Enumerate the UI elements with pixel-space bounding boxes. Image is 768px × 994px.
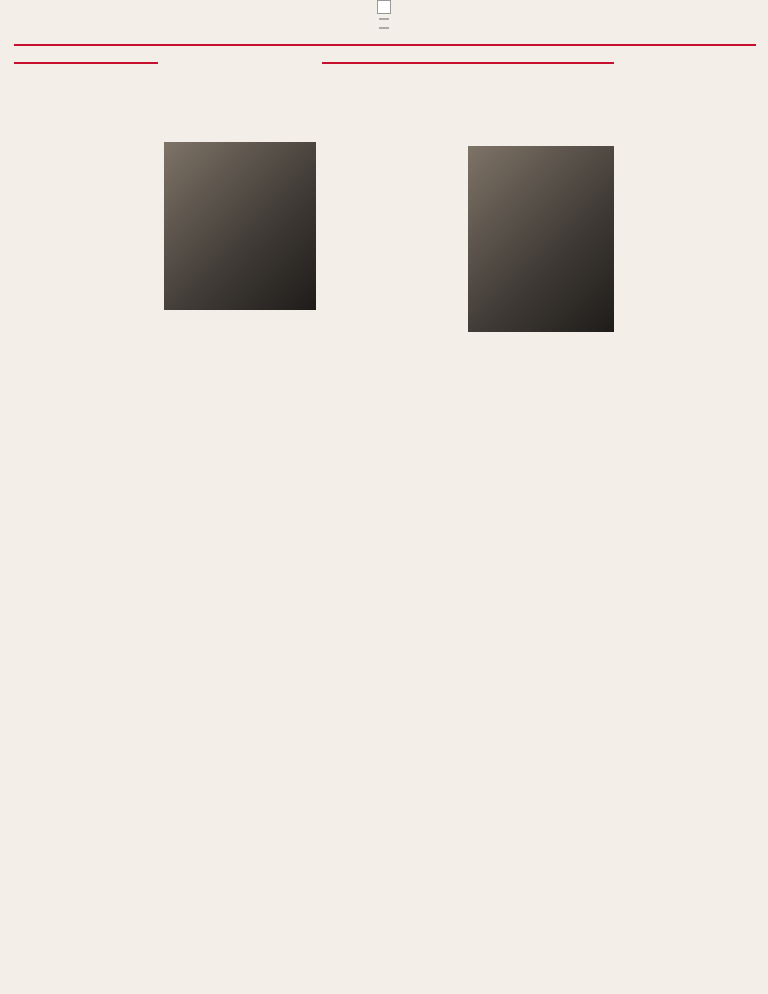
photo-beyer bbox=[164, 142, 316, 310]
browser-url[interactable] bbox=[377, 0, 391, 14]
article-kicker bbox=[14, 62, 158, 68]
article-kicker bbox=[322, 62, 614, 68]
article-atletica bbox=[14, 62, 158, 76]
client-code bbox=[379, 18, 389, 20]
browser-bar bbox=[0, 0, 768, 14]
scherma-body-left bbox=[322, 146, 462, 148]
copyright-line bbox=[379, 27, 389, 29]
photo-tagliariol bbox=[468, 146, 614, 332]
section-banner bbox=[14, 44, 756, 60]
atletica-briefs bbox=[164, 325, 316, 327]
scherma-body-right bbox=[468, 346, 614, 348]
article-scherma bbox=[322, 62, 614, 74]
page-folio bbox=[0, 30, 768, 42]
